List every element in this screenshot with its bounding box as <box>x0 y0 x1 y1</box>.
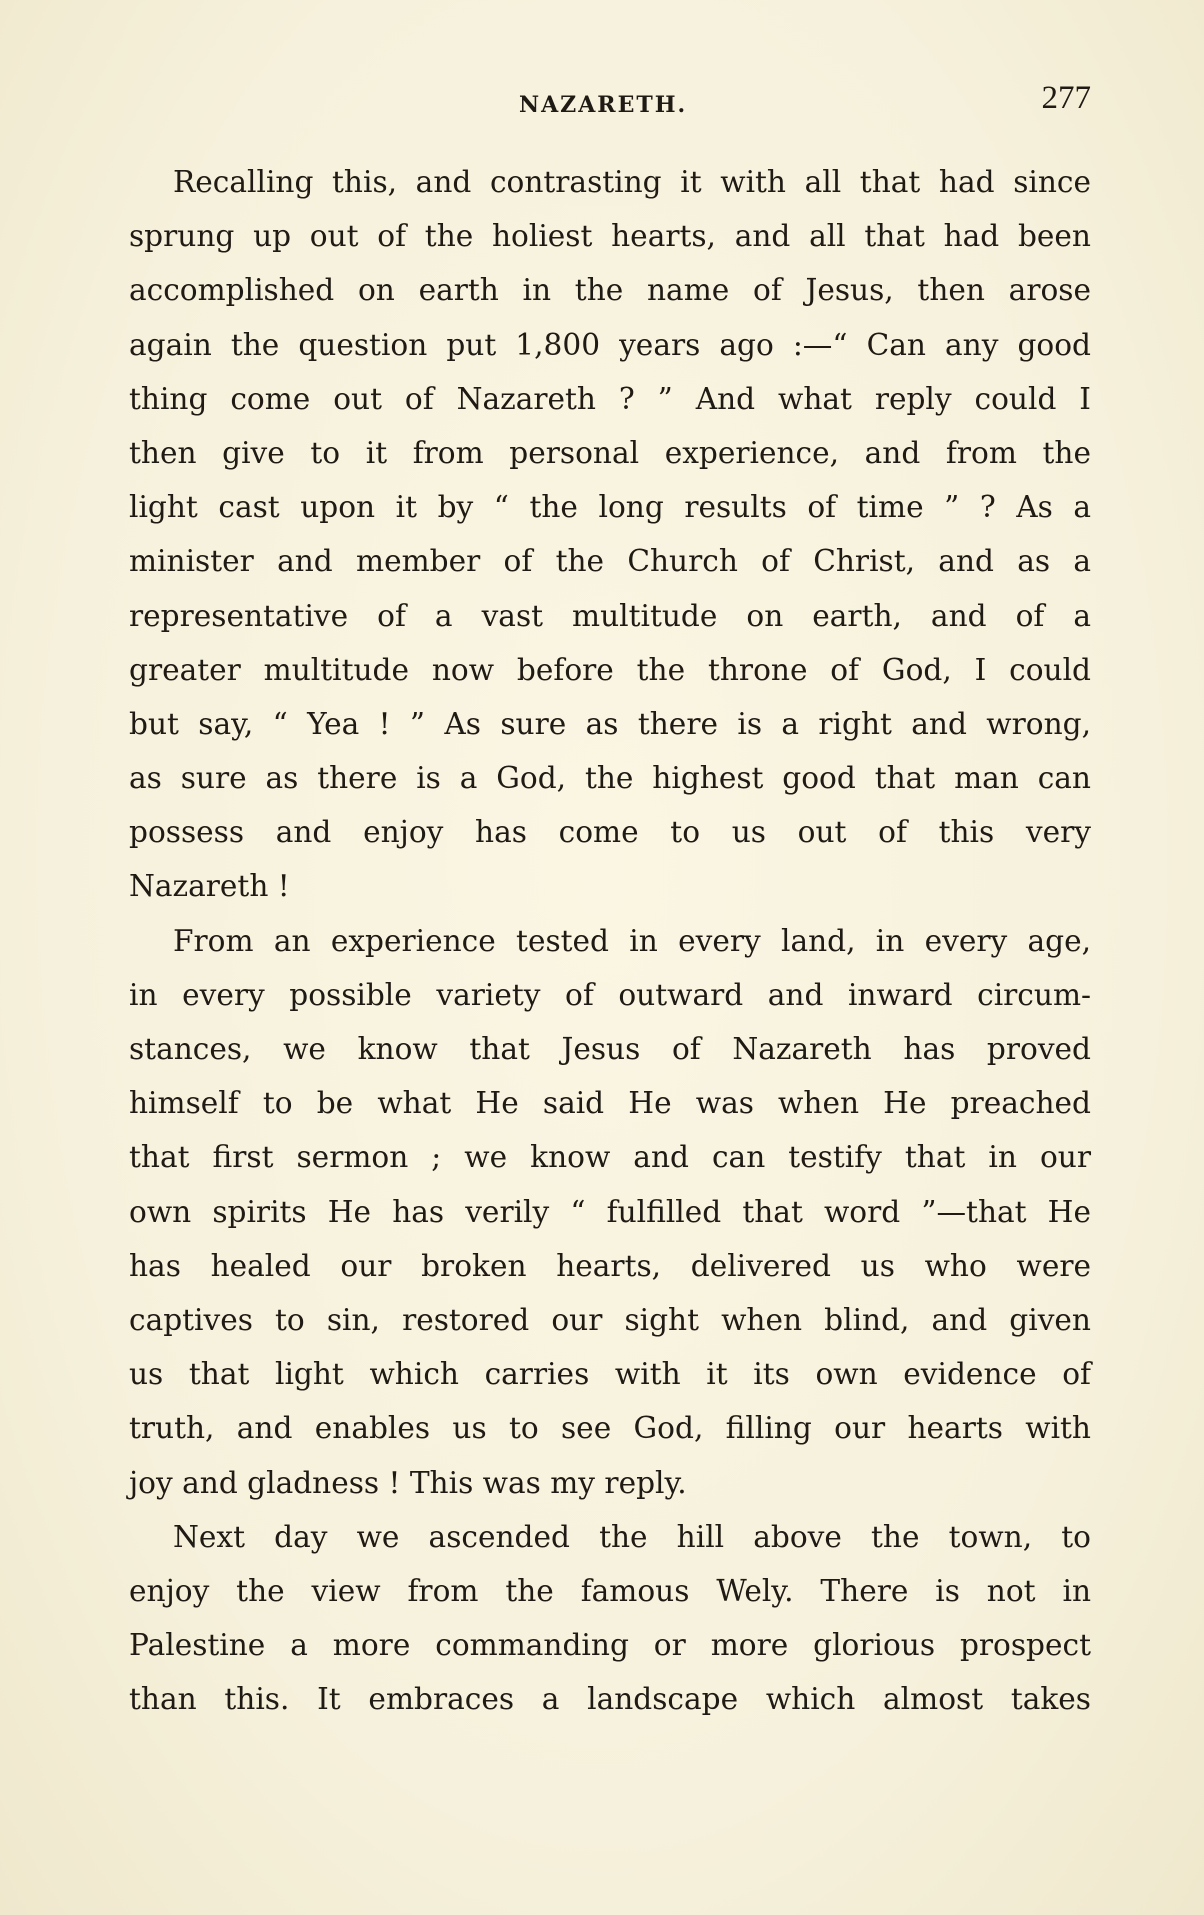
body-text <box>129 155 1091 1726</box>
text-line: representative of a vast multitude on earth, and of a <box>129 598 1091 633</box>
text-line: joy and gladness ! This was my reply. <box>129 1465 687 1500</box>
text-line: minister and member of the Church of Christ, and as a <box>129 544 1091 579</box>
paragraph-1 <box>129 155 1091 914</box>
text-line: enjoy the view from the famous Wely. There is not in <box>129 1573 1091 1608</box>
text-line: Next day we ascended the hill above the town, to <box>173 1519 1091 1554</box>
text-line: stances, we know that Jesus of Nazareth has proved <box>129 1032 1091 1066</box>
text-line: has healed our broken hearts, delivered us who were <box>129 1248 1091 1283</box>
page-number: 277 <box>1041 80 1091 116</box>
text-line: again the question put 1,800 years ago :—“ Can any good <box>129 327 1091 362</box>
text-line: but say, “ Yea ! ” As sure as there is a right and wrong, <box>129 706 1091 741</box>
paragraph-2 <box>129 914 1091 1510</box>
page-header <box>129 80 1091 130</box>
text-line: possess and enjoy has come to us out of this very <box>129 815 1091 850</box>
text-line: captives to sin, restored our sight when blind, and given <box>129 1302 1091 1337</box>
text-line: that first sermon ; we know and can testify that in our <box>129 1140 1091 1175</box>
text-line: sprung up out of the holiest hearts, and all that had been <box>129 219 1091 254</box>
text-line: Nazareth ! <box>129 869 290 904</box>
text-line: light cast upon it by “ the long results of time ” ? As a <box>129 490 1091 525</box>
text-line: Palestine a more commanding or more glorious prospect <box>129 1628 1091 1663</box>
text-line: own spirits He has verily “ fulfilled that word ”—that He <box>129 1194 1091 1229</box>
running-head: NAZARETH. <box>519 92 688 118</box>
text-line: himself to be what He said He was when He preached <box>129 1086 1091 1121</box>
text-line: From an experience tested in every land, in every age, <box>173 923 1091 958</box>
text-line: greater multitude now before the throne of God, I could <box>129 652 1091 687</box>
text-line: thing come out of Nazareth ? ” And what reply could I <box>129 381 1091 416</box>
text-line: in every possible variety of outward and inward circum- <box>129 977 1091 1012</box>
text-line: than this. It embraces a landscape which almost takes <box>129 1682 1091 1717</box>
text-line: as sure as there is a God, the highest good that man can <box>129 761 1091 796</box>
text-line: then give to it from personal experience, and from the <box>129 435 1091 470</box>
text-line: us that light which carries with it its own evidence of <box>129 1357 1091 1392</box>
text-line: Recalling this, and contrasting it with all that had since <box>173 165 1091 199</box>
paragraph-3 <box>129 1510 1091 1727</box>
text-line: truth, and enables us to see God, filling our hearts with <box>129 1411 1091 1446</box>
text-line: accomplished on earth in the name of Jesus, then arose <box>129 273 1091 308</box>
